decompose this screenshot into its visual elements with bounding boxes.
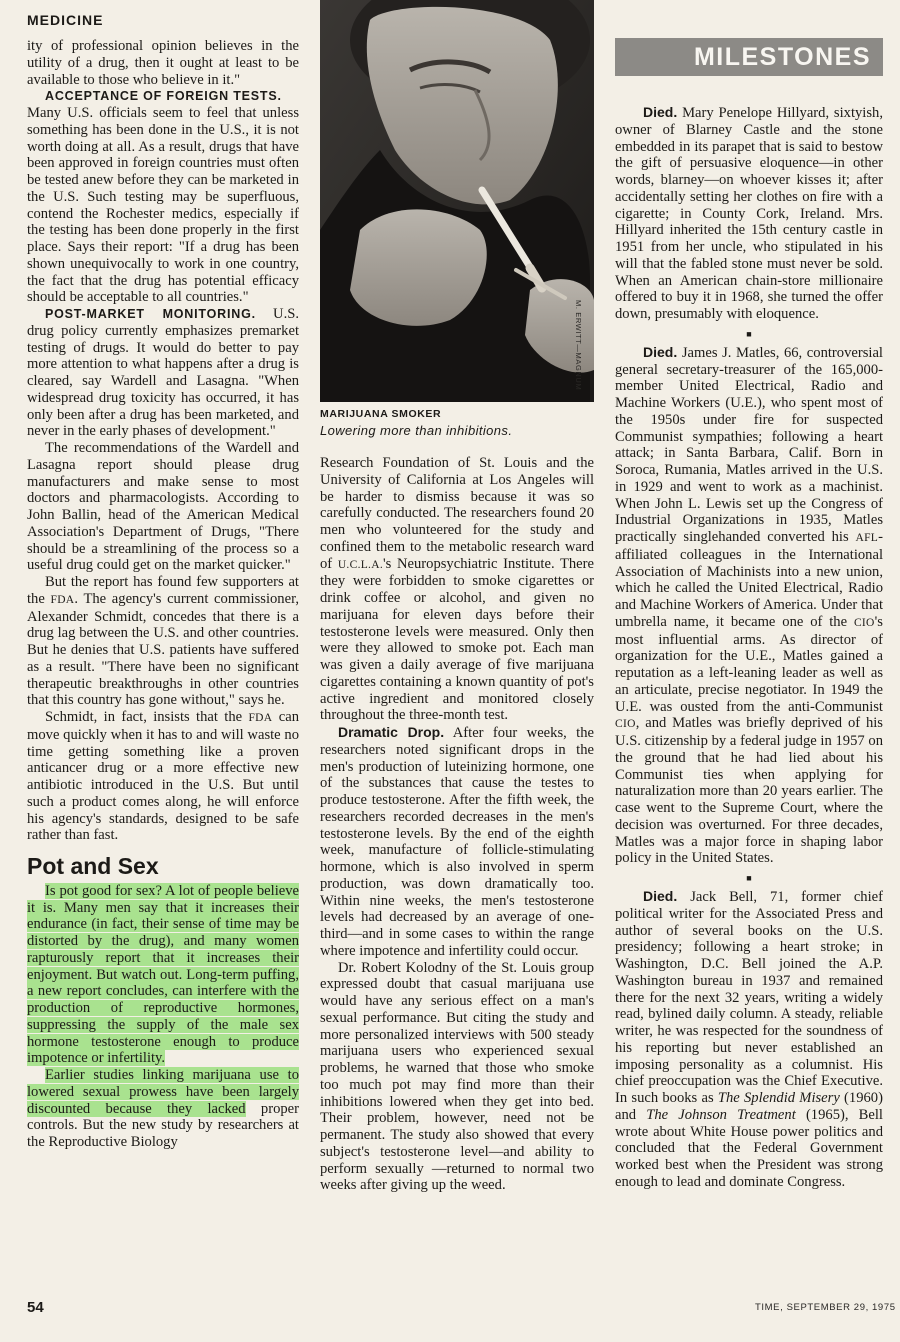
paragraph: Research Foundation of St. Louis and the University of California at Los Angeles will be harder to dismiss because it was so carefully conducted. The researchers found 20 men who volunteered for the study and confined them to the metabolic research ward of U.C.L.A.'s Neuropsychiatric Institute. There they were forbidden to smoke cigarettes or drink coffee or alcohol, and given no marijuana for eleven days before their testosterone levels were measured. Only then were they allowed to smoke pot. Each man was given a daily average of five marijuana cigarettes containing a known quantity of pot's active ingredient and monitored closely throughout the three-month test. [320, 455, 594, 724]
paragraph [27, 883, 299, 1067]
obituary: Died. Mary Penelope Hillyard, sixtyish, owner of Blarney Castle and the stone embedded in its parapet that is said to bestow the gift of persuasive eloquence—in other words, blarney—on whoever kisses it; after accidentally setting her clothes on fire with a cigarette; in County Cork, Ireland. Mrs. Hillyard inherited the 15th century castle in 1951 from her uncle, who stipulated in his will that the fabled stone must never be sold. When an American chain-store millionaire offered to buy it in 1968, she turned the offer down, presumably with eloquence. [615, 104, 883, 322]
obituary: Died. James J. Matles, 66, controversial general secretary-treasurer of the 165,000-member United Electrical, Radio and Machine Workers (U.E.), who spent most of the 1950s under fire for suspected Communist sympathies; following a heart attack; in Santa Barbara, Calif. Born in Soroca, Rumania, Matles arrived in the U.S. in 1929 and went to work as a machinist. When John L. Lewis set up the Congress of Industrial Organizations in 1935, Matles practically singlehanded converted his AFL-affiliated colleagues in the International Association of Machinists into a new union, which he called the United Electrical, Radio and Machine Workers of America. Under that umbrella name, it became one of the CIO's most influential arms. As director of organization for the U.E., Matles gained a reputation as a left-leaning leader as well as an articulate, precise negotiator. In 1949 the U.E. was ousted from the anti-Communist CIO, and Matles was briefly deprived of his U.S. citizenship by a federal judge in 1957 on the ground that he had lied about his Communist ties when applying for naturalization more than 20 years earlier. The case went to the Supreme Court, where the decision was overturned. For three decades, Matles was a major force in shaping labor policy in the United States. [615, 343, 883, 867]
paragraph: The recommendations of the Wardell and Lasagna report should please drug manufacturers and make sense to most doctors and pharmacologists. According to John Ballin, head of the American Medical Association's Department of Drugs, "There should be a streamlining of the process so a useful drug could get on the market quicker." [27, 440, 299, 574]
subhead-post-market: POST-MARKET MONITORING. [45, 307, 256, 321]
obituary: Died. Jack Bell, 71, former chief political writer for the Associated Press and author of several books on the U.S. presidency; following a heart stroke; in Washington, D.C. Bell joined the A.P. Washington bureau in 1937 and remained there for the next 32 years, writing a widely read, bylined daily column. A steady, reliable writer, he was respected for the soundness of his reporting but never established an imposing personality as a columnist. His chief preoccupation was the Chief Executive. In such books as The Splendid Misery (1960) and The Johnson Treatment (1965), Bell wrote about White House power politics and concluded that the Federal Government worked best when the President was strong enough to lead and dominate Congress. [615, 888, 883, 1190]
paragraph: Dr. Robert Kolodny of the St. Louis group expressed doubt that casual marijuana use would have any serious effect on a man's sexual performance. But citing the study and more personalized interviews with 500 steady marijuana users who experienced sexual problems, he warned that those who smoke too much pot may find more than their inhibitions lowered when they get into bed. Their problem, however, need not be permanent. The study also showed that every subject's testosterone level—and ability to perform sexually —returned to normal two weeks after giving up the weed. [320, 959, 594, 1194]
paragraph: But the report has found few supporters at the FDA. The agency's current commissioner, Alexander Schmidt, concedes that there is a drug lag between the U.S. and other countries. But he denies that U.S. patients have suffered as a result. "There have been no significant therapeutic breakthroughs in other countries that this country has gone without," says he. [27, 574, 299, 709]
paragraph: POST-MARKET MONITORING. U.S. drug policy currently emphasizes premarket testing of drugs. It would do better to pay more attention to what happens after a drug is cleared, say Wardell and Lasagna. "When widespread drug toxicity has occurred, it has only been after a drug has been marketed, and never in the early phases of development." [27, 306, 299, 440]
caption-title: MARIJUANA SMOKER [320, 408, 442, 420]
magazine-date: TIME, SEPTEMBER 29, 1975 [755, 1302, 896, 1313]
photo-credit: M. ERWITT—MAGNUM [574, 300, 583, 391]
column-3 [615, 104, 883, 1191]
highlighted-text: Is pot good for sex? A lot of people believe it is. Many men say that it increases their endurance (in fact, their sense of time may be distorted by the drug), and many women rapturously report that it increases their enjoyment. But watch out. Long-term puffing, a new report concludes, can interfere with the production of reproductive hormones, suppressing the supply of the male sex hormone testosterone enough to produce impotence or infertility. [27, 882, 299, 1067]
caption-text: Lowering more than inhibitions. [320, 423, 513, 438]
paragraph: ity of professional opinion believes in the utility of a drug, then it ought at least to be available to those who believe in it." [27, 38, 299, 88]
paragraph [27, 88, 299, 105]
story-title: Pot and Sex [27, 853, 159, 879]
paragraph: Schmidt, in fact, insists that the FDA can move quickly when it has to and will waste no time getting something like a proven anticancer drug or a more effective new antibiotic introduced in the U.S. But until such a product comes along, he will enforce his agency's standards, designed to be safe rather than fast. [27, 709, 300, 844]
highlighted-text: Earlier studies linking marijuana use to lowered sexual prowess have been largely discounted because they lacked [27, 1067, 299, 1117]
subhead-foreign-tests: ACCEPTANCE OF FOREIGN TESTS. [45, 89, 282, 104]
marijuana-smoker-photo [320, 0, 594, 402]
milestones-banner [615, 38, 883, 76]
column-2 [320, 455, 594, 1194]
section-label: MEDICINE [27, 12, 104, 28]
paragraph: Earlier studies linking marijuana use to lowered sexual prowess have been largely discounted because they lacked proper controls. But the new study by researchers at the Reproductive Biology [27, 1067, 299, 1150]
page-number: 54 [27, 1299, 44, 1316]
separator: ■ [746, 873, 752, 883]
column-1 [27, 38, 299, 1151]
paragraph: Many U.S. officials seem to feel that unless something has been done in the U.S., it is not worth doing at all. As a result, drugs that have been approved in foreign countries must often be tested anew before they can be marketed in the U.S. Such testing may be superfluous, contend the Rochester medics, especially if the testing has been done properly in the first place. Says their report: "If a drug has been shown unequivocally to work in one country, the fact that the drug has potential efficacy should be acceptable to all countries." [27, 105, 299, 306]
separator: ■ [746, 328, 752, 339]
milestones-title: MILESTONES [693, 42, 871, 71]
runin-dramatic-drop: Dramatic Drop. [338, 724, 445, 740]
paragraph: Dramatic Drop. After four weeks, the researchers noted significant drops in the men's production of luteinizing hormone, one of the substances that cause the testes to produce testosterone. After the fifth week, the researchers recorded decreases in the men's testosterone levels. By the end of the eighth week, manufacture of follicle-stimulating hormone, which is also involved in sperm production, was down dramatically too. Within nine weeks, the men's testosterone levels had decreased by an average of one-third—and in some cases to within the range where impotence and infertility could occur. [320, 724, 595, 959]
